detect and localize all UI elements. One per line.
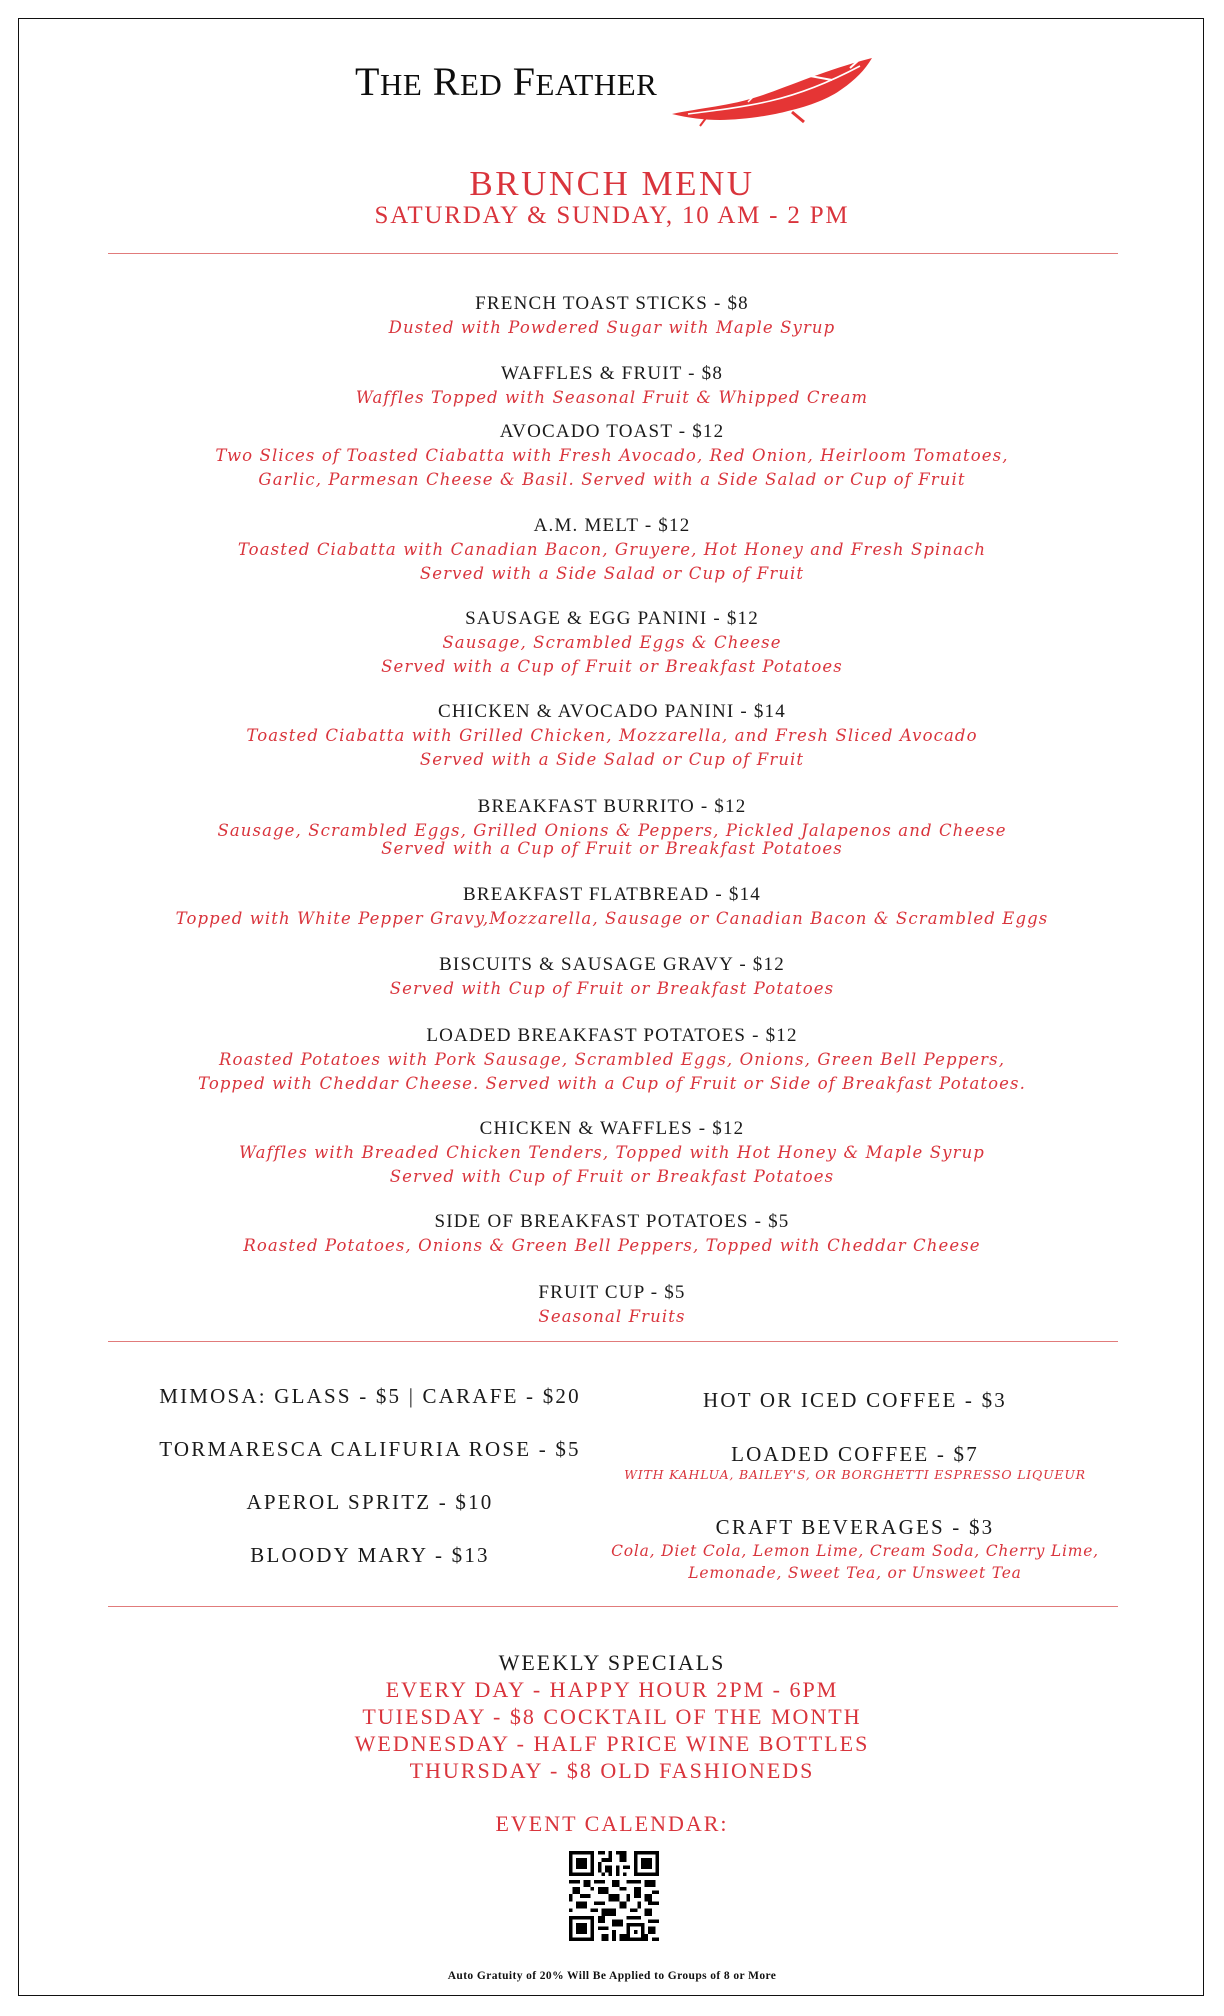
- item-title: FRENCH TOAST STICKS - $8: [475, 293, 749, 314]
- weekly-specials: [0, 1649, 1224, 1784]
- item-description: Two Slices of Toasted Ciabatta with Fresh Avocado, Red Onion, Heirloom Tomatoes,: [215, 446, 1009, 465]
- drink-loaded-coffee: LOADED COFFEE - $7: [731, 1442, 979, 1466]
- item-title: AVOCADO TOAST - $12: [499, 421, 725, 442]
- drink-tormaresca-rose: TORMARESCA CALIFURIA ROSE - $5: [159, 1437, 581, 1461]
- auto-gratuity-note: Auto Gratuity of 20% Will Be Applied to Groups of 8 or More: [447, 1970, 777, 1982]
- item-description: Roasted Potatoes with Pork Sausage, Scrambled Eggs, Onions, Green Bell Peppers,: [218, 1050, 1006, 1069]
- item-title: LOADED BREAKFAST POTATOES - $12: [426, 1025, 798, 1046]
- item-description: Seasonal Fruits: [538, 1307, 686, 1326]
- special-tuesday: TUIESDAY - $8 COCKTAIL OF THE MONTH: [362, 1704, 862, 1729]
- loaded-coffee-options: WITH KAHLUA, BAILEY'S, OR BORGHETTI ESPRESSO LIQUEUR: [624, 1467, 1086, 1482]
- item-title: BREAKFAST BURRITO - $12: [477, 796, 747, 817]
- special-thursday: THURSDAY - $8 OLD FASHIONEDS: [409, 1758, 815, 1783]
- drink-hot-iced-coffee: HOT OR ICED COFFEE - $3: [703, 1388, 1007, 1412]
- craft-beverages-list: Cola, Diet Cola, Lemon Lime, Cream Soda, Cherry Lime,: [611, 1542, 1099, 1560]
- logo-part-ed: ED: [459, 67, 503, 102]
- event-calendar-label: EVENT CALENDAR:: [495, 1811, 729, 1836]
- item-description: Topped with White Pepper Gravy,Mozzarella, Sausage or Canadian Bacon & Scrambled Eggs: [175, 909, 1049, 928]
- menu-hours: SATURDAY & SUNDAY, 10 AM - 2 PM: [374, 202, 850, 229]
- divider-specials: [108, 1606, 1118, 1607]
- drink-mimosa: MIMOSA: GLASS - $5 | CARAFE - $20: [159, 1384, 581, 1408]
- craft-beverages-list: Lemonade, Sweet Tea, or Unsweet Tea: [688, 1564, 1022, 1582]
- item-title: BREAKFAST FLATBREAD - $14: [463, 884, 761, 905]
- item-description: Waffles Topped with Seasonal Fruit & Whipped Cream: [355, 388, 869, 407]
- item-title: CHICKEN & AVOCADO PANINI - $14: [438, 701, 786, 722]
- item-title: A.M. MELT - $12: [533, 515, 691, 536]
- special-every-day: EVERY DAY - HAPPY HOUR 2PM - 6PM: [385, 1677, 839, 1702]
- item-title: SAUSAGE & EGG PANINI - $12: [465, 608, 759, 629]
- item-description: Roasted Potatoes, Onions & Green Bell Peppers, Topped with Cheddar Cheese: [243, 1236, 981, 1255]
- item-description: Waffles with Breaded Chicken Tenders, Topped with Hot Honey & Maple Syrup: [239, 1143, 985, 1162]
- weekly-specials-title: WEEKLY SPECIALS: [498, 1650, 726, 1675]
- item-title: FRUIT CUP - $5: [538, 1282, 686, 1303]
- item-description: Toasted Ciabatta with Canadian Bacon, Gruyere, Hot Honey and Fresh Spinach: [237, 540, 987, 559]
- item-description: Served with a Side Salad or Cup of Fruit: [419, 563, 805, 583]
- item-description: Garlic, Parmesan Cheese & Basil. Served with a Side Salad or Cup of Fruit: [258, 469, 966, 489]
- menu-title: BRUNCH MENU: [469, 164, 755, 203]
- item-description: Topped with Cheddar Cheese. Served with a Cup of Fruit or Side of Breakfast Potatoes.: [198, 1073, 1026, 1093]
- item-description: Served with a Cup of Fruit or Breakfast Potatoes: [381, 656, 843, 676]
- logo-initial-f: F: [512, 59, 536, 104]
- item-description: Served with a Cup of Fruit or Breakfast Potatoes: [381, 839, 843, 858]
- item-title: WAFFLES & FRUIT - $8: [500, 363, 724, 384]
- drink-craft-beverages: CRAFT BEVERAGES - $3: [715, 1515, 995, 1539]
- logo-initial-r: R: [432, 59, 460, 104]
- logo-part-he: HE: [379, 67, 423, 102]
- item-title: BISCUITS & SAUSAGE GRAVY - $12: [439, 954, 785, 975]
- item-description: Sausage, Scrambled Eggs & Cheese: [442, 633, 782, 652]
- special-wednesday: WEDNESDAY - HALF PRICE WINE BOTTLES: [354, 1731, 870, 1756]
- item-description: Served with a Side Salad or Cup of Fruit: [419, 749, 805, 769]
- drink-aperol-spritz: APEROL SPRITZ - $10: [246, 1490, 494, 1514]
- item-description: Toasted Ciabatta with Grilled Chicken, Mozzarella, and Fresh Sliced Avocado: [246, 726, 978, 745]
- item-title: CHICKEN & WAFFLES - $12: [479, 1118, 745, 1139]
- item-description: Served with Cup of Fruit or Breakfast Potatoes: [389, 1166, 835, 1186]
- item-description: Served with Cup of Fruit or Breakfast Potatoes: [389, 979, 835, 998]
- item-description: Dusted with Powdered Sugar with Maple Syrup: [388, 318, 836, 337]
- item-description: Sausage, Scrambled Eggs, Grilled Onions & Peppers, Pickled Jalapenos and Cheese: [217, 821, 1007, 840]
- drink-bloody-mary: BLOODY MARY - $13: [250, 1543, 490, 1567]
- logo-initial-t: T: [355, 59, 380, 104]
- logo-part-eather: EATHER: [535, 67, 658, 102]
- qr-code-icon[interactable]: [568, 1851, 660, 1941]
- item-title: SIDE OF BREAKFAST POTATOES - $5: [434, 1211, 790, 1232]
